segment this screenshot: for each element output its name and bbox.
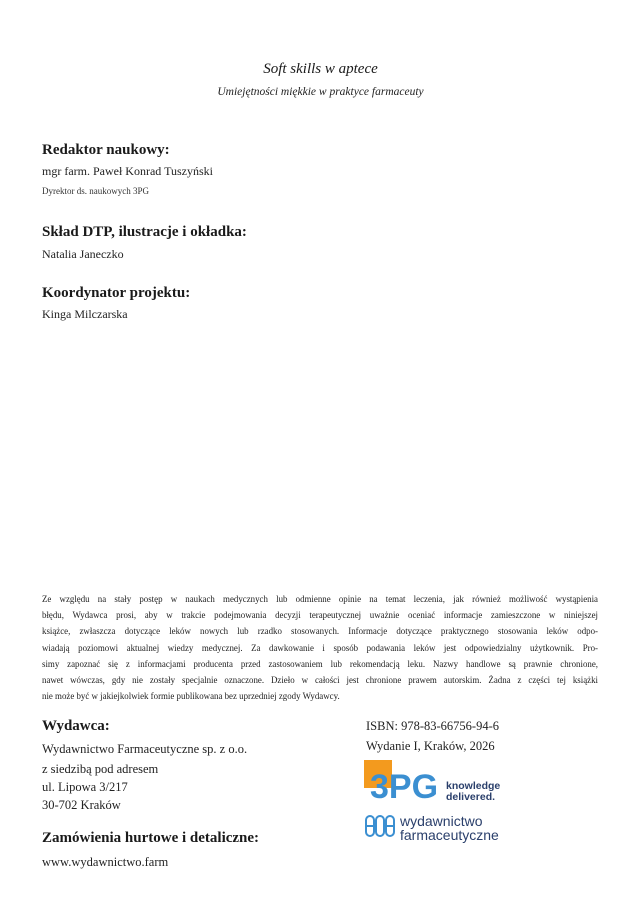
- publisher-line: ul. Lipowa 3/217: [42, 780, 128, 794]
- disclaimer-line: wiadają poziomowi aktualnej wiedzy medycznej. Za dawkowanie i sposób podawania leków jest odpowiedzialny użytkownik. Pro-: [42, 642, 598, 653]
- publisher-line: z siedzibą pod adresem: [42, 762, 159, 776]
- coordinator-name: Kinga Milczarska: [42, 307, 128, 321]
- editor-name: mgr farm. Paweł Konrad Tuszyński: [42, 164, 213, 178]
- dtp-heading: Skład DTP, ilustracje i okładka:: [42, 224, 247, 240]
- logo-tagline-2: delivered.: [446, 791, 496, 803]
- disclaimer-line: simy zapoznać się z informacjami producenta przed zastosowaniem lub rekomendacją leku. Nazwy handlowe są prawnie chronione,: [42, 658, 598, 669]
- logo-wf-line2: farmaceutyczne: [400, 827, 499, 843]
- publisher-heading: Wydawca:: [42, 718, 110, 734]
- logo-wydawnictwo-farmaceutyczne: [364, 810, 534, 844]
- disclaimer-line: Ze względu na stały postęp w naukach medycznych lub odmienne opinie na temat leczenia, jak również możliwość wystąpienia: [42, 594, 598, 604]
- orders-url[interactable]: www.wydawnictwo.farm: [42, 855, 169, 869]
- publisher-line: 30-702 Kraków: [42, 798, 121, 812]
- isbn: ISBN: 978-83-66756-94-6: [366, 719, 499, 733]
- disclaimer-line: nawet wówczas, gdy nie zostały specjalnie oznaczone. Dzieło w całości jest chronione prawem autorskim. Żadna z części tej książki: [42, 675, 598, 686]
- book-subtitle: Umiejętności miękkie w praktyce farmaceuty: [217, 86, 424, 98]
- dtp-name: Natalia Janeczko: [42, 247, 124, 261]
- edition: Wydanie I, Kraków, 2026: [366, 739, 495, 753]
- publisher-line: Wydawnictwo Farmaceutyczne sp. z o.o.: [42, 742, 248, 756]
- pill-icon: [366, 816, 394, 836]
- legal-disclaimer: [42, 591, 598, 704]
- editor-role: Dyrektor ds. naukowych 3PG: [42, 186, 149, 196]
- logo-3pg-text: 3PG: [370, 768, 439, 804]
- disclaimer-line: nie może być w jakiejkolwiek formie publikowana bez uprzedniej zgody Wydawcy.: [42, 691, 340, 702]
- book-title: Soft skills w aptece: [263, 61, 378, 77]
- disclaimer-line: błędu, Wydawca prosi, aby w trakcie podejmowania decyzji terapeutycznej uważnie oceniać informacje zamieszczone w niniejszej: [42, 610, 598, 621]
- orders-heading: Zamówienia hurtowe i detaliczne:: [42, 830, 260, 846]
- logo-tagline-1: knowledge: [446, 780, 501, 792]
- logo-wf-line1: wydawnictwo: [400, 813, 483, 829]
- logo-3pg: [364, 758, 524, 804]
- coordinator-heading: Koordynator projektu:: [42, 285, 191, 301]
- editor-heading: Redaktor naukowy:: [42, 142, 170, 158]
- disclaimer-line: książce, zwłaszcza dotyczące leków nowych lub rzadko stosowanych. Informacje dotyczące praktycznego stosowania leków odpo-: [42, 626, 598, 637]
